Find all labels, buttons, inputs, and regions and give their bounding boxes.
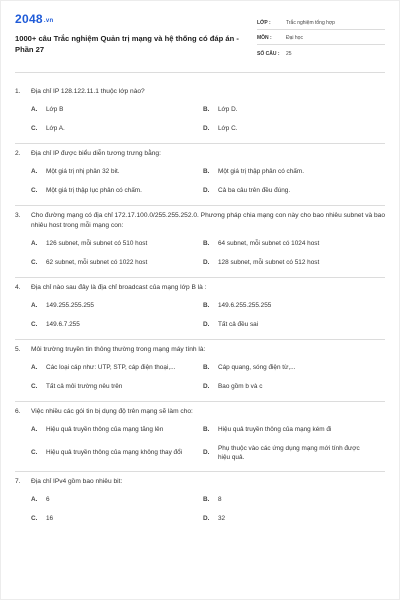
question-number: 4. [15,284,21,291]
brand-block [15,11,240,72]
option-text: 64 subnet, mỗi subnet có 1024 host [218,240,320,248]
option-text: 6 [46,496,50,504]
option-letter: D. [203,515,210,523]
option-text: Tất cả môi trường nêu trên [46,383,123,391]
answer-option[interactable] [203,297,375,316]
option-text: 62 subnet, mỗi subnet có 1022 host [46,259,148,267]
question-text: Địa chỉ IP 128.122.11.1 thuộc lớp nào? [31,88,145,95]
option-letter: A. [31,106,38,114]
option-letter: A. [31,364,38,372]
option-letter: B. [203,426,210,434]
answer-option[interactable] [203,182,375,201]
answer-option[interactable] [203,378,375,397]
option-text: 16 [46,515,54,523]
answer-option[interactable] [203,491,375,510]
option-text: 126 subnet, mỗi subnet có 510 host [46,240,148,248]
meta-key: SỐ CÂU : [257,51,280,57]
answer-option[interactable] [31,254,203,273]
answer-option[interactable] [31,297,203,316]
worksheet-header [15,11,385,73]
option-letter: B. [203,364,210,372]
answer-options [15,359,385,397]
question-item [15,283,385,340]
answer-option[interactable] [31,440,203,467]
meta-key: LỚP : [257,20,271,26]
option-letter: A. [31,240,38,248]
answer-option[interactable] [31,359,203,378]
option-letter: C. [31,187,38,195]
meta-table [257,11,385,72]
option-text: Các loại cáp như: UTP, STP, cáp điện thoại,... [46,364,176,372]
answer-option[interactable] [203,254,375,273]
option-letter: D. [203,125,210,133]
option-text: Cả ba câu trên đều đúng. [218,187,291,195]
option-letter: B. [203,240,210,248]
answer-option[interactable] [203,163,375,182]
option-letter: B. [203,168,210,176]
question-item [15,407,385,472]
answer-options [15,421,385,467]
option-letter: C. [31,125,38,133]
option-letter: A. [31,496,38,504]
question-text: Môi trường truyền tin thông thường trong mạng máy tính là: [31,346,206,353]
answer-option[interactable] [31,182,203,201]
option-letter: B. [203,302,210,310]
question-text: Cho đường mạng có địa chỉ 172.17.100.0/255.255.252.0. Phương pháp chia mạng con này cho bao nhiêu subnet và bao nhiêu host trong mỗi mạng con: [31,212,386,229]
meta-value: Đại học [286,35,303,41]
option-text: 149.6.255.255.255 [218,302,272,310]
question-item [15,477,385,533]
option-letter: D. [203,187,210,195]
question-text: Việc nhiều các gói tin bị dụng độ trên mạng sẽ làm cho: [31,408,193,415]
answer-option[interactable] [31,510,203,529]
option-text: Bao gồm b và c [218,383,263,391]
option-text: Một giá trị nhị phân 32 bit. [46,168,120,176]
question-item [15,211,385,278]
answer-option[interactable] [31,235,203,254]
question-list [15,73,385,533]
option-text: Phụ thuộc vào các ứng dụng mạng mới tính được hiệu quả. [218,445,360,461]
question-text: Địa chỉ nào sau đây là địa chỉ broadcast của mạng lớp B là : [31,284,207,291]
question-number: 1. [15,88,21,95]
answer-option[interactable] [31,120,203,139]
option-text: Hiệu quả truyền thông của mạng kém đi [218,426,332,434]
answer-options [15,491,385,529]
meta-value: 25 [286,51,292,57]
question-text: Địa chỉ IP được biểu diễn tương trưng bằng: [31,150,161,157]
question-number: 7. [15,478,21,485]
answer-option[interactable] [203,235,375,254]
option-letter: A. [31,168,38,176]
answer-option[interactable] [203,421,375,440]
answer-options [15,163,385,201]
answer-option[interactable] [203,440,375,467]
option-letter: D. [203,259,210,267]
option-text: 128 subnet, mỗi subnet có 512 host [218,259,320,267]
answer-option[interactable] [31,378,203,397]
question-number: 2. [15,150,21,157]
option-text: Lớp D. [218,106,238,114]
option-text: Cáp quang, sóng điện từ,... [218,364,296,372]
question-prompt [15,283,385,293]
question-item [15,345,385,402]
answer-option[interactable] [203,101,375,120]
logo-main: 2048 [15,12,43,26]
option-text: 149.255.255.255 [46,302,94,310]
meta-value: Trắc nghiệm tổng hợp [286,20,335,26]
answer-option[interactable] [31,101,203,120]
option-text: Lớp A. [46,125,65,133]
option-text: 32 [218,515,226,523]
answer-option[interactable] [203,359,375,378]
option-letter: B. [203,106,210,114]
question-item [15,87,385,144]
answer-option[interactable] [203,120,375,139]
option-text: 149.6.7.255 [46,321,80,329]
option-letter: C. [31,449,38,457]
logo-tld: .vn [43,18,54,24]
meta-row [257,15,385,30]
option-text: 8 [218,496,222,504]
option-letter: D. [203,383,210,391]
answer-options [15,235,385,273]
option-text: Hiệu quả truyền thông của mạng không thay đổi [46,449,183,457]
answer-option[interactable] [203,510,375,529]
answer-option[interactable] [31,421,203,440]
meta-row [257,45,385,60]
question-item [15,149,385,206]
question-prompt [15,87,385,97]
option-letter: C. [31,383,38,391]
answer-options [15,297,385,335]
site-logo[interactable] [15,11,240,29]
meta-key: MÔN : [257,35,272,41]
option-letter: C. [31,515,38,523]
answer-option[interactable] [31,163,203,182]
option-letter: A. [31,426,38,434]
option-letter: C. [31,321,38,329]
question-number: 3. [15,212,21,219]
option-text: Lớp C. [218,125,238,133]
document-title: 1000+ câu Trắc nghiệm Quản trị mạng và hệ thống có đáp án - Phần 27 [15,34,239,54]
question-number: 6. [15,408,21,415]
answer-option[interactable] [31,316,203,335]
question-prompt [15,477,385,487]
option-letter: B. [203,496,210,504]
answer-option[interactable] [31,491,203,510]
question-prompt [15,149,385,159]
question-prompt [15,407,385,417]
option-letter: C. [31,259,38,267]
option-text: Hiệu quả truyền thông của mạng tăng lên [46,426,164,434]
meta-row [257,30,385,45]
answer-option[interactable] [203,316,375,335]
question-prompt [15,211,385,231]
question-prompt [15,345,385,355]
option-text: Tất cả đều sai [218,321,259,329]
question-number: 5. [15,346,21,353]
option-text: Một giá trị thập lục phân có chấm. [46,187,142,195]
answer-options [15,101,385,139]
option-text: Lớp B [46,106,64,114]
question-text: Địa chỉ IPv4 gồm bao nhiêu bit: [31,478,123,485]
option-text: Một giá trị thập phân có chấm. [218,168,304,176]
option-letter: A. [31,302,38,310]
option-letter: D. [203,321,210,329]
option-letter: D. [203,449,210,457]
